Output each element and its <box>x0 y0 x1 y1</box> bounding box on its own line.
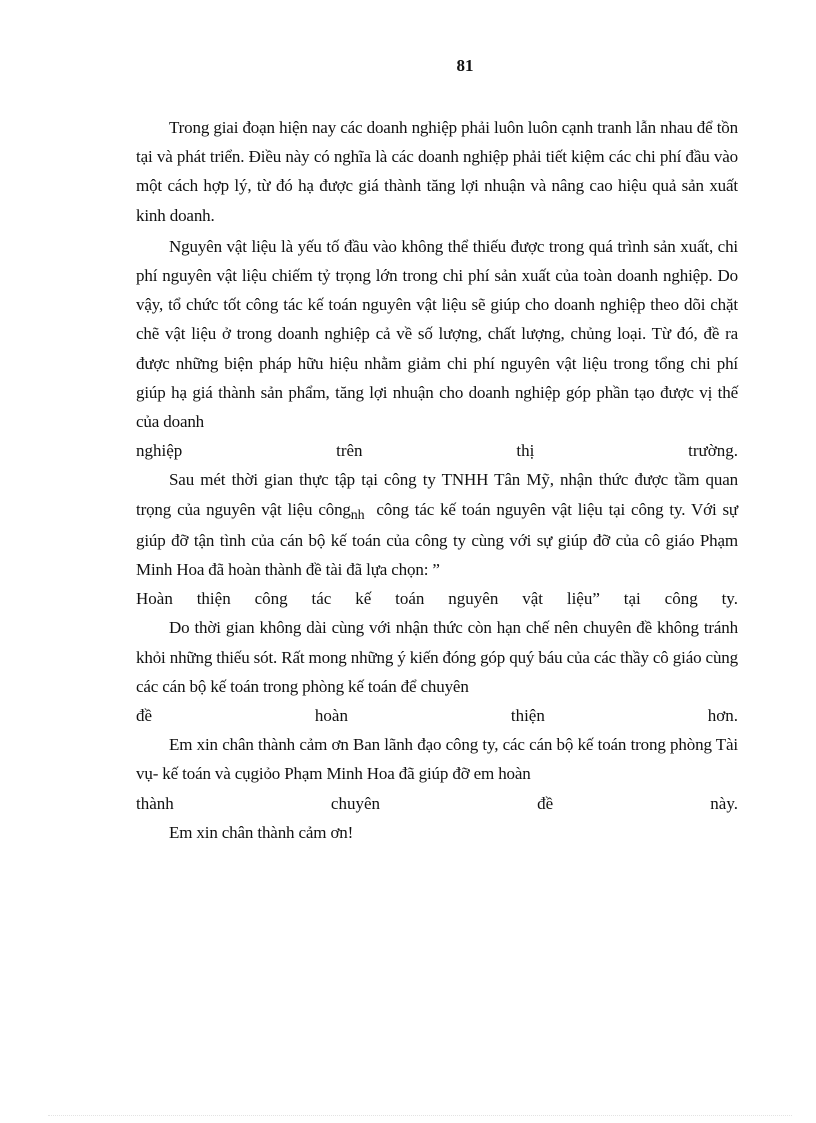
paragraph-limitations-last-line <box>136 701 738 730</box>
paragraph-materials-last-line <box>136 436 738 465</box>
word: hoàn <box>314 706 348 726</box>
word: chuyên <box>330 793 380 813</box>
paragraph-limitations <box>136 613 738 701</box>
word: vật <box>522 589 543 609</box>
word: nghiệp <box>136 441 183 461</box>
word: thiện <box>196 589 231 609</box>
page-number: 81 <box>456 56 474 75</box>
inline-small-text: nh <box>350 507 365 523</box>
paragraph-internship-text-a: Sau mét thời gian thực tập tại công ty TNHH Tân Mỹ, nhận thức được tầm quan trọng của nguyên vật liệu công <box>136 470 738 519</box>
paragraph-internship-last-line <box>136 584 738 613</box>
word: thành <box>136 793 174 813</box>
paragraph-closing: Em xin chân thành cảm ơn! <box>169 822 354 842</box>
word: trường. <box>688 441 738 461</box>
paragraph-limitations-text: Do thời gian không dài cùng với nhận thức còn hạn chế nên chuyên đề không tránh khỏi những thiếu sót. Rất mong những ý kiến đóng góp quý báu của các thầy cô giáo cùng các cán bộ kế toán trong phòng kế toán để chuyên <box>136 618 738 696</box>
word: tác <box>311 589 332 609</box>
word: toán <box>395 589 425 609</box>
document-body <box>136 113 738 847</box>
paragraph-internship <box>136 465 738 584</box>
paragraph-thanks-last-line <box>136 789 738 818</box>
paragraph-thanks <box>136 730 738 788</box>
word: này. <box>710 793 738 813</box>
word: công <box>664 589 698 609</box>
paragraph-thanks-text: Em xin chân thành cảm ơn Ban lãnh đạo công ty, các cán bộ kế toán trong phòng Tài vụ- kế toán và cụgiỏo Phạm Minh Hoa đã giúp đỡ em hoàn <box>136 735 738 784</box>
page-bottom-rule <box>48 1115 792 1116</box>
word: trên <box>336 441 363 461</box>
word: kế <box>355 589 372 609</box>
word: đề <box>537 793 554 813</box>
word: tại <box>623 589 641 609</box>
word: liệu” <box>566 589 600 609</box>
word: thiện <box>510 706 545 726</box>
word: ty. <box>721 589 738 609</box>
word: nguyên <box>448 589 499 609</box>
paragraph-intro: Trong giai đoạn hiện nay các doanh nghiệp phải luôn luôn cạnh tranh lẫn nhau để tồn tại và phát triển. Điều này có nghĩa là các doanh nghiệp phải tiết kiệm các chi phí đầu vào một cách hợp lý, từ đó hạ được giá thành tăng lợi nhuận và nâng cao hiệu quả sản xuất kinh doanh. <box>136 118 738 225</box>
word: hơn. <box>707 706 738 726</box>
paragraph-materials-text: Nguyên vật liệu là yếu tố đầu vào không thể thiếu được trong quá trình sản xuất, chi phí nguyên vật liệu chiếm tỷ trọng lớn trong chi phí sản xuất của toàn doanh nghiệp. Do vậy, tổ chức tốt công tác kế toán nguyên vật liệu sẽ giúp cho doanh nghiệp theo dõi chặt chẽ vật liệu ở trong doanh nghiệp cả về số lượng, chất lượng, chủng loại. Từ đó, đề ra được những biện pháp hữu hiệu nhằm giảm chi phí nguyên vật liệu trong tổng chi phí giúp hạ giá thành sản phẩm, tăng lợi nhuận cho doanh nghiệp góp phần tạo được vị thế của doanh <box>136 236 738 432</box>
paragraph-materials <box>136 232 738 436</box>
word: công <box>254 589 288 609</box>
word: đề <box>136 706 153 726</box>
word: Hoàn <box>136 589 173 609</box>
word: thị <box>516 441 535 461</box>
paragraph-internship-text-b: công tác kế toán nguyên vật liệu tại công ty. Với sự giúp đỡ tận tình của cán bộ kế toán của công ty cùng với sự giúp đỡ của cô giáo Phạm Minh Hoa đã hoàn thành đề tài đã lựa chọn: ” <box>136 499 739 580</box>
